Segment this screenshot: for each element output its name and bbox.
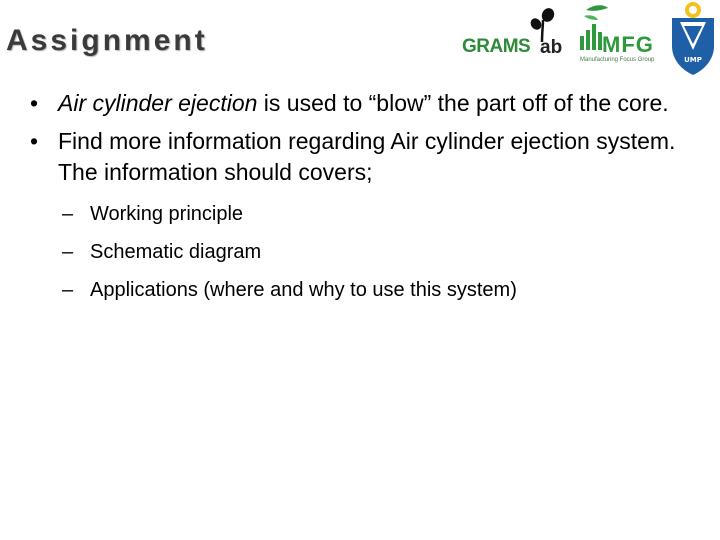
mfg-logo-subtitle: Manufacturing Focus Group	[580, 57, 655, 63]
mfg-logo-text: MFG	[602, 32, 654, 57]
sub-bullet-symbol: –	[62, 203, 74, 226]
bullet-text: is used to “blow” the part off of the core.	[257, 90, 669, 116]
slide-title: Assignment	[6, 24, 208, 57]
sub-bullet-item	[62, 233, 710, 271]
bullet-text: Find more information regarding Air cylinder ejection system. The information should covers;	[58, 127, 676, 186]
grams-logo-text: GRAMS	[462, 36, 531, 57]
bullet-emphasis: Air cylinder ejection	[58, 90, 258, 116]
ump-logo	[666, 0, 720, 76]
ump-shield-icon	[666, 0, 720, 76]
sub-bullet-item	[62, 271, 710, 309]
grams-logo-suffix: ab	[540, 37, 563, 58]
mfg-logo	[576, 2, 666, 68]
sub-bullet-text: Working principle	[90, 203, 244, 226]
bullet-symbol: •	[30, 90, 39, 116]
sub-bullet-symbol: –	[62, 279, 74, 302]
sub-bullet-text: Applications (where and why to use this system)	[90, 279, 517, 302]
bullet-item	[30, 88, 710, 120]
ump-logo-text: UMP	[684, 56, 702, 64]
logo-group	[460, 0, 720, 80]
slide-body	[30, 88, 710, 309]
sub-bullet-item	[62, 195, 710, 233]
sub-bullet-symbol: –	[62, 241, 74, 264]
grams-lab-logo	[460, 8, 572, 60]
sub-bullet-text: Schematic diagram	[90, 241, 262, 264]
bullet-item	[30, 126, 710, 189]
sub-bullet-list	[30, 195, 710, 309]
bullet-symbol: •	[30, 127, 39, 154]
